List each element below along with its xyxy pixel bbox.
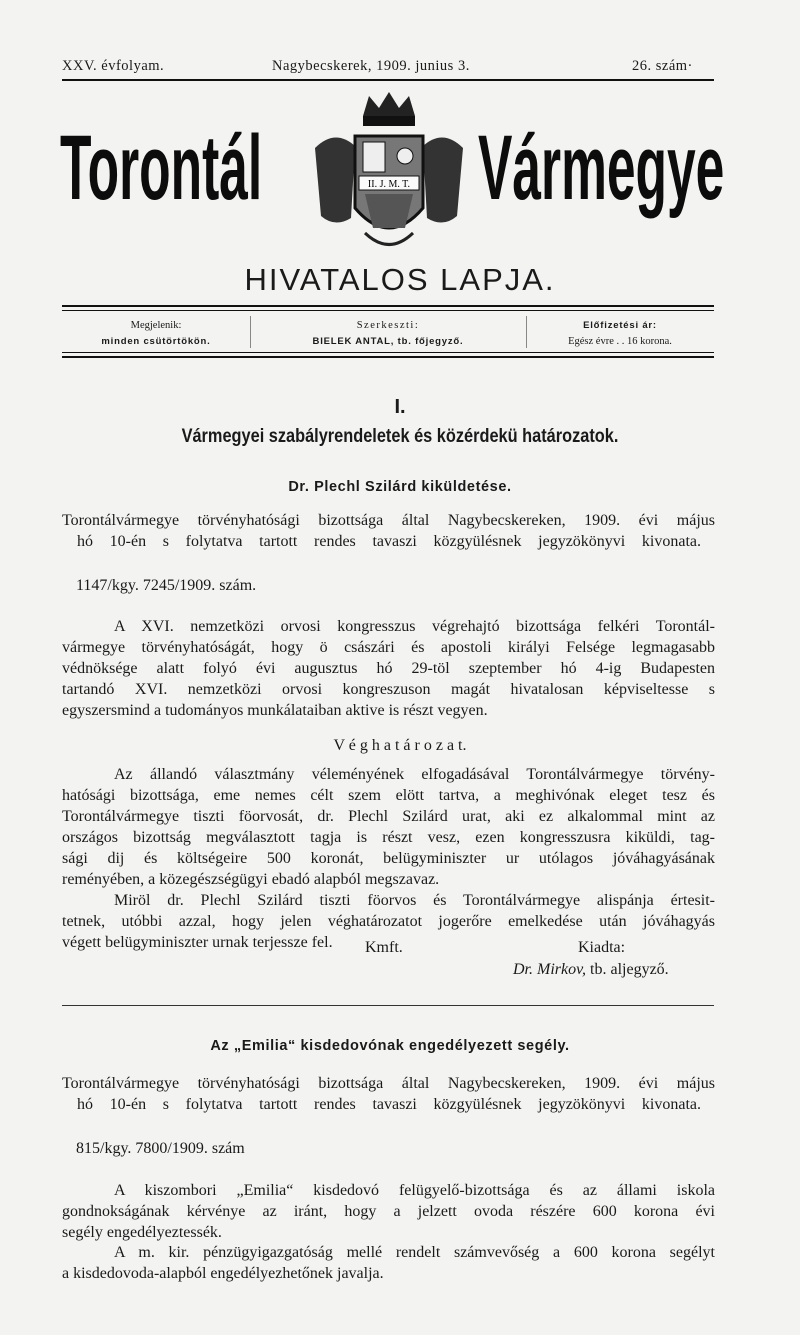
volume-label: XXV. évfolyam. [62, 58, 165, 74]
text-line: országos bizottság megválasztott tagja is részt vesz, ezen kongresszusra kiküldi, tag- [62, 829, 715, 846]
reference-number: 1147/kgy. 7245/1909. szám. [76, 577, 257, 594]
issue-number: 26. szám· [632, 58, 693, 74]
section-numeral: I. [394, 396, 406, 418]
divider [62, 79, 714, 81]
paragraph [62, 1180, 715, 1243]
coat-of-arms-text: II. J. M. T. [367, 179, 411, 190]
text-line: végett belügyminiszter urnak terjessze fel. [62, 934, 333, 951]
text-line: védnöksége alatt folyó évi augusztus hó 29-töl szeptember hó 4-ig Budapesten [62, 660, 715, 677]
paragraph [62, 616, 715, 721]
text-line: Torontálvármegye tiszti föorvosát, dr. Plechl Szilárd urat, aki ez alkalommal mint az [62, 808, 715, 825]
text-line: segély engedélyeztessék. [62, 1224, 222, 1241]
place-date: Nagybecskerek, 1909. junius 3. [272, 58, 470, 74]
title-left: Torontál [60, 117, 263, 219]
text-line: Az állandó választmány véleményének elfogadásával Torontálvármegye törvény- [114, 766, 715, 783]
divider [62, 352, 714, 353]
issued-by-label: Kiadta: [578, 939, 626, 956]
subtitle: HIVATALOS LAPJA. [244, 262, 556, 297]
subscription-value: Egész évre . . 16 korona. [568, 336, 672, 347]
section-heading: Vármegyei szabályrendeletek és közérdekü határozatok. [181, 426, 619, 447]
article-title: Az „Emilia“ kisdedovónak engedélyezett segély. [210, 1038, 570, 1054]
divider [62, 305, 714, 307]
coat-of-arms-icon [305, 88, 473, 258]
issued-by-name: Dr. Mirkov, [513, 961, 587, 978]
paragraph [62, 1242, 715, 1284]
text-line: Miröl dr. Plechl Szilárd tiszti föorvos és Torontálvármegye alispánja értesit- [114, 892, 715, 909]
text-line: tartandó XVI. nemzetközi orvosi kongreszuson magát hivatalosan képviseltesse s [62, 681, 715, 698]
title-right: Vármegye [478, 117, 725, 219]
paragraph [62, 764, 715, 890]
divider [62, 310, 714, 311]
text-line: hó 10-én s folytatva tartott rendes tavaszi közgyülésnek jegyzökönyvi kivonata. [77, 533, 701, 550]
text-line: A XVI. nemzetközi orvosi kongresszus végrehajtó bizottsága felkéri Torontál- [114, 618, 715, 635]
resolution-title: V é g h a t á r o z a t. [333, 737, 467, 754]
text-line: A m. kir. pénzügyigazgatóság mellé rendelt számvevőség a 600 korona segélyt [114, 1244, 715, 1261]
subscription-label: Előfizetési ár: [583, 320, 657, 331]
text-line: Torontálvármegye törvényhatósági bizottsága által Nagybecskereken, 1909. évi május [62, 512, 715, 529]
publication-label: Megjelenik: [130, 320, 182, 331]
reference-number: 815/kgy. 7800/1909. szám [76, 1140, 245, 1157]
editor-label: Szerkeszti: [356, 320, 420, 331]
text-line: hatósági bizottsága, eme nemes célt szem elött tartva, a meghivónak eleget tesz és [62, 787, 715, 804]
editor-value: BIELEK ANTAL, tb. főjegyző. [312, 336, 464, 347]
text-line: egyszersmind a tudományos munkálataiban aktive is részt vegyen. [62, 702, 488, 719]
text-line: a kisdedovoda-alapból engedélyezhetőnek javalja. [62, 1265, 384, 1282]
text-line: Torontálvármegye törvényhatósági bizottsága által Nagybecskereken, 1909. évi május [62, 1075, 715, 1092]
text-line: vármegye törvényhatóságát, hogy ö császári és apostoli királyi Felsége legmagasabb [62, 639, 715, 656]
intro-text [62, 510, 715, 552]
text-line: hó 10-én s folytatva tartott rendes tavaszi közgyülésnek jegyzökönyvi kivonata. [77, 1096, 701, 1113]
text-line: reményében, a közegészségügyi ebadó alapból megszavaz. [62, 871, 440, 888]
text-line: gondnokságának kérvénye az iránt, hogy a jelzett ovoda részére 600 korona évi [62, 1203, 715, 1220]
text-line: tetnek, utóbbi azzal, hogy jelen véghatározatot jogerőre emelkedése után jóváhagyás [62, 913, 715, 930]
divider [62, 1005, 714, 1006]
intro-text [62, 1073, 715, 1115]
kmft-label: Kmft. [365, 939, 403, 956]
divider [62, 356, 714, 358]
text-line: sági dij és költségeire 500 koronát, belügyminiszter ur utólagos jóváhagyásának [62, 850, 715, 867]
issued-by-title: tb. aljegyző. [590, 961, 669, 978]
text-line: A kiszombori „Emilia“ kisdedovó felügyelő-bizottsága és az állami iskola [114, 1182, 715, 1199]
publication-value: minden csütörtökön. [101, 336, 211, 347]
article-title: Dr. Plechl Szilárd kiküldetése. [288, 479, 512, 495]
